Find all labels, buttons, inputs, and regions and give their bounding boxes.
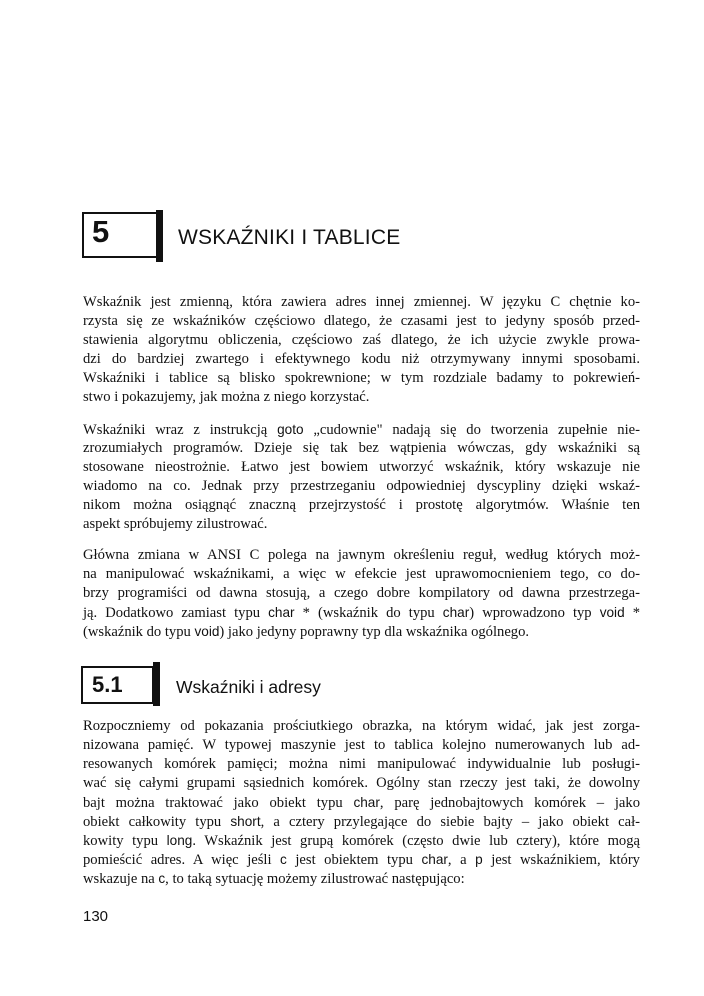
text-run: resowanych komórek pamięci; można nimi manipulować indywidualnie lub posługi- (83, 756, 640, 772)
text-line (83, 496, 640, 515)
text-run: (wskaźnik do typu (83, 624, 195, 640)
text-line (83, 477, 640, 496)
text-run: Rozpoczniemy od pokazania prościutkiego obrazka, na którym widać, jak jest zorga- (83, 718, 640, 734)
text-run: stawienia algorytmu obliczenia, częściowo zaś dlatego, że ich użycie zwykle prowa- (83, 332, 640, 348)
text-run: wiadomo na co. Jednak przy przestrzeganiu odpowiedniej dyscypliny dzięki wskaź- (83, 478, 640, 494)
code-keyword: long (166, 833, 193, 848)
code-keyword: void (599, 605, 625, 620)
text-run: Główna zmiana w ANSI C polega na jawnym określeniu reguł, według których moż- (83, 547, 640, 563)
text-run: stwo i pokazujemy, jak można z niego korzystać. (83, 389, 370, 405)
text-run: pomieścić adres. A więc jeśli (83, 852, 281, 868)
code-keyword: c (280, 852, 287, 867)
text-run: zrozumiałych programów. Dzieje się tak bez wątpienia wówczas, gdy wskaźniki są (83, 440, 640, 456)
section-title: Wskaźniki i adresy (176, 677, 321, 697)
text-line (83, 515, 640, 534)
text-line (83, 774, 640, 793)
text-line (83, 793, 640, 812)
text-line (83, 717, 640, 736)
text-run: . Wskaźnik jest grupą komórek (często dwie lub cztery), które mogą (192, 833, 640, 849)
code-keyword: char (268, 605, 295, 620)
code-keyword: void (194, 624, 220, 639)
text-run: * (624, 605, 641, 621)
text-run: wać się całymi grupami sąsiednich komórek. Ogólny stan rzeczy jest taki, że dowolny (83, 775, 640, 791)
text-line (83, 312, 640, 331)
text-run: nizowana pamięć. W typowej maszynie jest to tablica kolejno numerowanych lub ad- (83, 737, 640, 753)
section-number-bar (153, 662, 160, 706)
text-line (83, 622, 640, 641)
text-line (83, 420, 640, 439)
paragraph-ansi (83, 546, 640, 641)
text-line (83, 584, 640, 603)
text-line (83, 331, 640, 350)
text-line (83, 850, 640, 869)
chapter-title: WSKAŹNIKI I TABLICE (178, 226, 401, 249)
text-run: jest obiektem typu (286, 852, 422, 868)
code-keyword: char (353, 795, 380, 810)
text-line (83, 369, 640, 388)
text-line (83, 736, 640, 755)
text-run: * (wskaźnik do typu (294, 605, 443, 621)
text-run: aspekt spróbujemy zilustrować. (83, 516, 268, 532)
page-number: 130 (83, 908, 109, 925)
chapter-number-bar (156, 210, 163, 262)
code-keyword: short (230, 814, 261, 829)
text-run: , a (447, 852, 476, 868)
text-run: ) wprowadzono typ (469, 605, 600, 621)
text-run: bajt można traktować jako obiekt typu (83, 795, 354, 811)
text-line (83, 388, 640, 407)
text-run: kowity typu (83, 833, 167, 849)
text-run: Wskaźnik jest zmienną, która zawiera adres innej zmiennej. W języku C chętnie ko- (83, 294, 640, 310)
text-line (83, 869, 640, 888)
text-run: wskazuje na (83, 871, 159, 887)
text-run: rzysta się ze wskaźników częściowo dlatego, że czasami jest to jedyny sposób przed- (83, 313, 640, 329)
text-run: „cudownie" nadają się do tworzenia zupełnie nie- (303, 422, 640, 438)
text-line (83, 812, 640, 831)
code-keyword: c (158, 871, 166, 886)
text-line (83, 603, 640, 622)
section-number: 5.1 (92, 672, 123, 697)
text-run: ) jako jedyny poprawny typ dla wskaźnika ogólnego. (219, 624, 530, 640)
code-keyword: char (421, 852, 448, 867)
text-run: stosowane nieostrożnie. Łatwo jest bowiem utworzyć wskaźnik, który wskazuje nie (83, 459, 640, 475)
text-run: jest wskaźnikiem, który (482, 852, 640, 868)
text-line (83, 546, 640, 565)
text-line (83, 458, 640, 477)
text-run: , parę jednobajtowych komórek – jako (379, 795, 640, 811)
text-line (83, 350, 640, 369)
text-line (83, 831, 640, 850)
paragraph-intro (83, 293, 640, 407)
text-run: na manipulować wskaźnikami, a więc w efekcie jest uprawomocnieniem tego, co do- (83, 566, 640, 582)
text-run: , a cztery przylegające do siebie bajty – jako obiekt cał- (260, 814, 641, 830)
text-run: Wskaźniki wraz z instrukcją (83, 422, 278, 438)
text-run: ją. Dodatkowo zamiast typu (83, 605, 269, 621)
paragraph-goto (83, 420, 640, 534)
text-run: nikom można osiągnąć znaczną przejrzystość i prostotę algorytmów. Właśnie ten (83, 497, 640, 513)
chapter-number: 5 (92, 214, 110, 249)
text-run: obiekt całkowity typu (83, 814, 231, 830)
code-keyword: p (475, 852, 483, 867)
text-line (83, 439, 640, 458)
paragraph-memory (83, 717, 640, 888)
text-run: brzy programiści od dawna stosują, a czego dobre kompilatory od dawna przestrzega- (83, 585, 640, 601)
text-line (83, 293, 640, 312)
code-keyword: char (442, 605, 470, 620)
text-line (83, 565, 640, 584)
text-run: , to taką sytuację możemy zilustrować następująco: (165, 871, 465, 887)
code-keyword: goto (277, 422, 304, 437)
text-run: Wskaźniki i tablice są blisko spokrewnione; w tym rozdziale badamy to pokrewień- (83, 370, 640, 386)
text-line (83, 755, 640, 774)
text-run: dzi do bardziej zwartego i efektywnego kodu niż otrzymywany innymi sposobami. (83, 351, 640, 367)
